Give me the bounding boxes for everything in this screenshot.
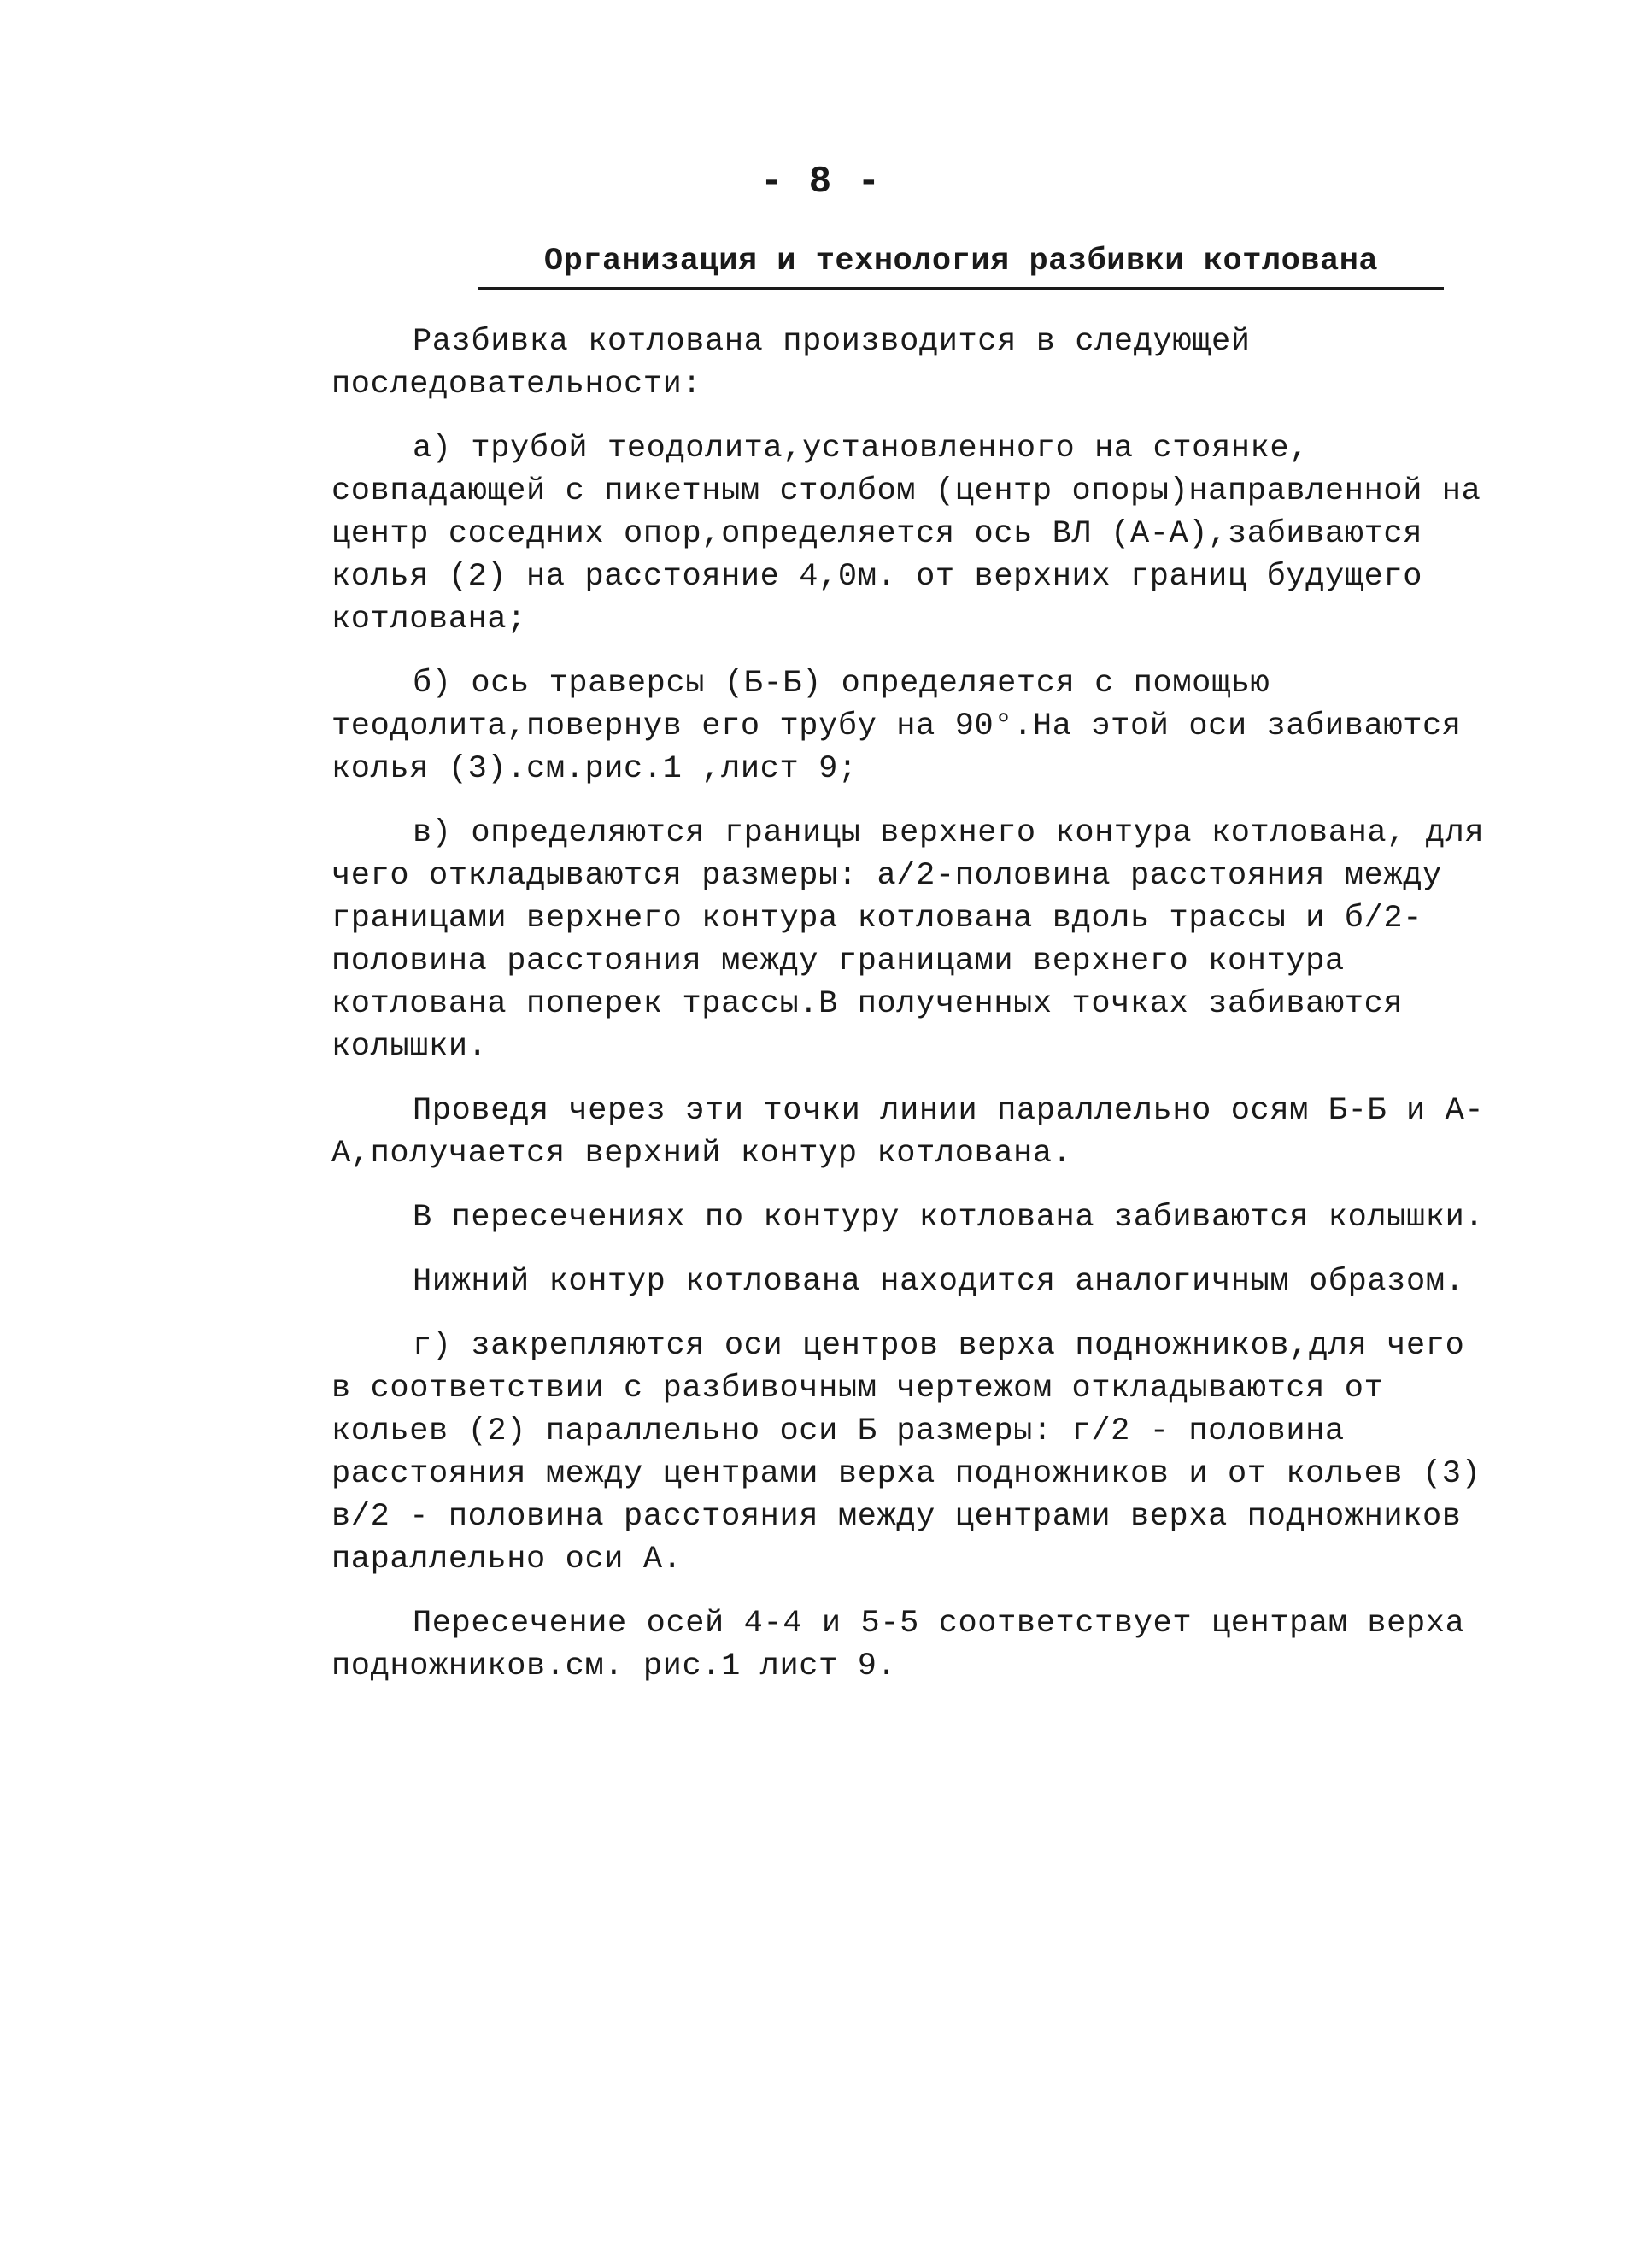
section-heading: Организация и технология разбивки котлована xyxy=(543,244,1379,279)
body-text xyxy=(331,320,1502,1709)
paragraph-step-v: в) определяются границы верхнего контура котлована, для чего откладываются размеры: а/2-половина расстояния между границами верхнего контура котлована вдоль трассы и б/2-половина расстояния между границами верхнего контура котлована поперек трассы.В полученных точках забиваются колышки. xyxy=(331,815,1485,1065)
page-number: - 8 - xyxy=(759,161,883,203)
paragraph-step-b: б) ось траверсы (Б-Б) определяется с помощью теодолита,повернув его трубу на 90°.На этой оси забиваются колья (3).см.рис.1 ,лист 9; xyxy=(331,666,1462,787)
paragraph-step-a: а) трубой теодолита,установленного на стоянке, совпадающей с пикетным столбом (центр опоры)направленной на центр соседних опор,определяется ось ВЛ (А-А),забиваются колья (2) на расстояние 4,0м. от верхних границ будущего котлована; xyxy=(331,431,1481,638)
paragraph-step-g: г) закрепляются оси центров верха подножников,для чего в соответствии с разбивочным чертежом откладываются от кольев (2) параллельно оси Б размеры: г/2 - половина расстояния между центрами верха подножников и от кольев (3) в/2 - половина расстояния между центрами верха подножников параллельно оси А. xyxy=(331,1328,1481,1578)
paragraph-stakes: В пересечениях по контуру котлована забиваются колышки. xyxy=(413,1200,1485,1236)
paragraph-intersection: Пересечение осей 4-4 и 5-5 соответствует центрам верха подножников.см. рис.1 лист 9. xyxy=(331,1606,1465,1684)
paragraph-lower-contour: Нижний контур котлована находится аналогичным образом. xyxy=(413,1264,1465,1300)
paragraph-intro: Разбивка котлована производится в следующей последовательности: xyxy=(331,324,1251,402)
paragraph-upper-contour: Проведя через эти точки линии параллельно осям Б-Б и А-А,получается верхний контур котлована. xyxy=(331,1093,1485,1172)
heading-underline xyxy=(478,287,1444,290)
